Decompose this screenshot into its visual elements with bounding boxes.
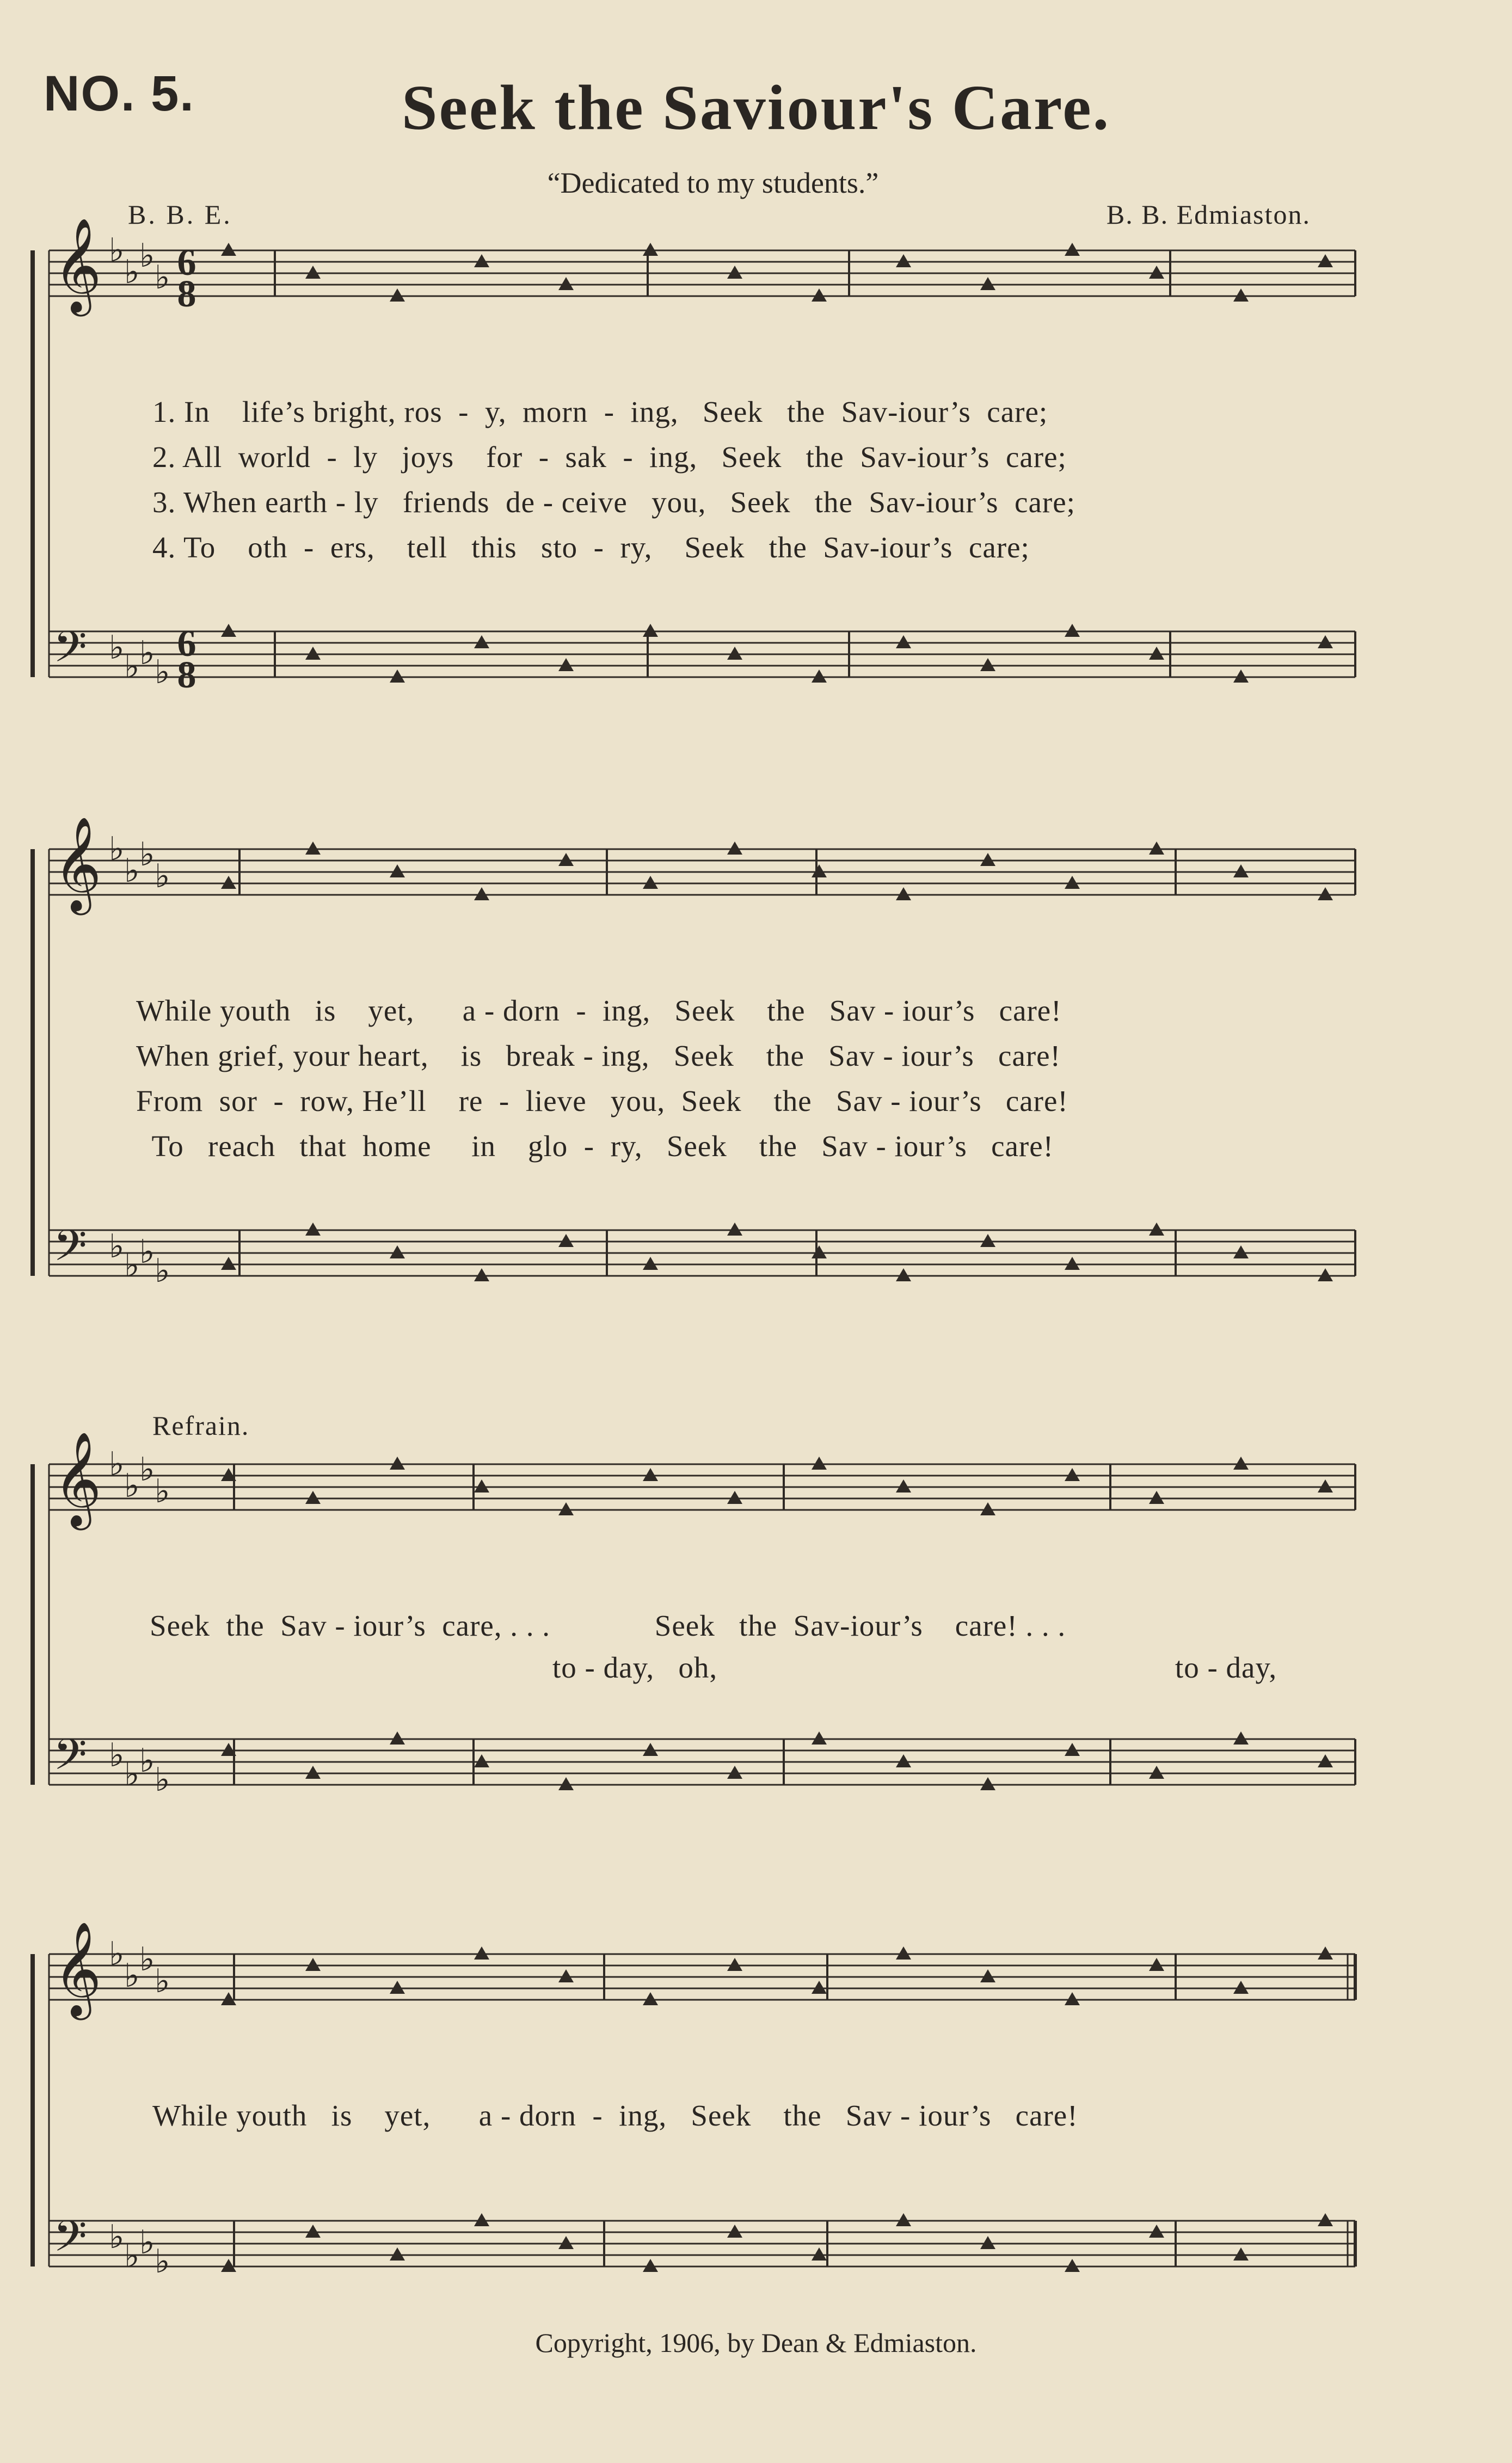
note-head <box>474 1268 489 1281</box>
flat-icon: ♭ <box>155 2243 170 2281</box>
note-head <box>1318 1268 1333 1281</box>
note-head <box>305 266 321 279</box>
note-head <box>1233 1245 1249 1258</box>
note-head <box>305 1223 321 1236</box>
note-head <box>558 2236 574 2249</box>
flat-icon: ♭ <box>109 1736 125 1774</box>
note-head <box>1149 1491 1164 1504</box>
note-head <box>896 1946 911 1960</box>
note-head <box>474 254 489 267</box>
note-head <box>643 243 658 256</box>
note-head <box>980 658 995 671</box>
note-head <box>1149 647 1164 660</box>
note-head <box>896 635 911 648</box>
treble-clef-icon: 𝄞 <box>53 218 102 312</box>
note-head <box>1149 2225 1164 2238</box>
note-head <box>390 670 405 683</box>
note-head <box>643 876 658 889</box>
note-head <box>643 1992 658 2005</box>
note-head <box>305 2225 321 2238</box>
verse-1-line-1: 1. In life’s bright, ros - y, morn - ing, Seek the Sav-iour’s care; <box>152 395 1048 428</box>
note-head <box>980 1234 995 1247</box>
note-head <box>812 1731 827 1745</box>
note-head <box>1318 2213 1333 2226</box>
note-head <box>221 1257 236 1270</box>
note-head <box>474 887 489 900</box>
flat-icon: ♭ <box>109 1935 125 1973</box>
note-head <box>812 2247 827 2261</box>
flat-icon: ♭ <box>109 830 125 868</box>
bass-clef-icon: 𝄢 <box>53 622 87 683</box>
note-head <box>643 2259 658 2272</box>
note-head <box>1149 1766 1164 1779</box>
flat-icon: ♭ <box>139 1742 155 1780</box>
note-head <box>305 1766 321 1779</box>
verse-3-line-2: From sor - row, He’ll re - lieve you, Seek the Sav - iour’s care! <box>136 1084 1068 1117</box>
note-head <box>980 853 995 866</box>
note-head <box>558 1502 574 1515</box>
bass-clef-icon: 𝄢 <box>53 2211 87 2272</box>
time-signature-bottom: 8 <box>177 273 196 315</box>
note-head <box>727 647 742 660</box>
flat-icon: ♭ <box>139 1940 155 1979</box>
note-head <box>812 1981 827 1994</box>
copyright-notice: Copyright, 1906, by Dean & Edmiaston. <box>535 2327 977 2358</box>
note-head <box>1233 1981 1249 1994</box>
note-head <box>1233 1457 1249 1470</box>
verse-2-line-1: 2. All world - ly joys for - sak - ing, Seek the Sav-iour’s care; <box>152 440 1067 474</box>
hymn-title: Seek the Saviour's Care. <box>401 72 1111 143</box>
note-head <box>896 1479 911 1492</box>
flat-icon: ♭ <box>155 1472 170 1510</box>
flat-icon: ♭ <box>139 836 155 874</box>
note-head <box>390 1457 405 1470</box>
note-head <box>1065 876 1080 889</box>
note-head <box>390 1731 405 1745</box>
verse-4-line-1: 4. To oth - ers, tell this sto - ry, Seek the Sav-iour’s care; <box>152 531 1030 564</box>
note-head <box>1149 1958 1164 1971</box>
refrain-line-1-alto: to - day, oh, to - day, <box>552 1651 1277 1684</box>
flat-icon: ♭ <box>109 2218 125 2256</box>
flat-icon: ♭ <box>124 1755 140 1793</box>
note-head <box>643 1257 658 1270</box>
flat-icon: ♭ <box>124 2237 140 2275</box>
note-head <box>643 1743 658 1756</box>
time-signature <box>173 623 200 696</box>
flat-icon: ♭ <box>124 1467 140 1505</box>
time-signature-top: 6 <box>177 242 196 284</box>
note-head <box>727 842 742 855</box>
note-head <box>221 624 236 637</box>
flat-icon: ♭ <box>155 857 170 895</box>
flat-icon: ♭ <box>109 231 125 269</box>
note-head <box>727 1223 742 1236</box>
flat-icon: ♭ <box>124 1246 140 1285</box>
note-head <box>1318 635 1333 648</box>
flat-icon: ♭ <box>155 259 170 297</box>
note-head <box>1065 624 1080 637</box>
note-head <box>1065 1992 1080 2005</box>
note-head <box>1149 1223 1164 1236</box>
time-signature-top: 6 <box>177 623 196 665</box>
note-head <box>390 1245 405 1258</box>
flat-icon: ♭ <box>155 1252 170 1290</box>
note-head <box>727 1491 742 1504</box>
note-head <box>305 1958 321 1971</box>
note-head <box>558 1234 574 1247</box>
flat-icon: ♭ <box>124 648 140 686</box>
note-head <box>980 1969 995 1982</box>
refrain-label: Refrain. <box>152 1410 250 1441</box>
note-head <box>812 670 827 683</box>
note-head <box>474 1946 489 1960</box>
note-head <box>980 277 995 290</box>
flat-icon: ♭ <box>139 634 155 672</box>
note-head <box>812 288 827 302</box>
note-head <box>1065 1743 1080 1756</box>
flat-icon: ♭ <box>155 653 170 691</box>
note-head <box>1149 842 1164 855</box>
dedication: “Dedicated to my students.” <box>547 167 879 199</box>
note-head <box>1318 1946 1333 1960</box>
note-head <box>1233 1731 1249 1745</box>
flat-icon: ♭ <box>139 237 155 275</box>
note-head <box>812 864 827 877</box>
flat-icon: ♭ <box>109 629 125 667</box>
note-head <box>1065 1468 1080 1481</box>
note-head <box>1065 1257 1080 1270</box>
note-head <box>221 876 236 889</box>
flat-icon: ♭ <box>155 1761 170 1799</box>
note-head <box>727 2225 742 2238</box>
verse-1-line-2: While youth is yet, a - dorn - ing, Seek the Sav - iour’s care! <box>136 994 1062 1027</box>
note-head <box>896 887 911 900</box>
bass-clef-icon: 𝄢 <box>53 1729 87 1790</box>
refrain-line-2: While youth is yet, a - dorn - ing, Seek the Sav - iour’s care! <box>152 2099 1078 2132</box>
flat-icon: ♭ <box>124 253 140 291</box>
note-head <box>474 1479 489 1492</box>
note-head <box>305 842 321 855</box>
note-head <box>390 2247 405 2261</box>
note-head <box>896 1268 911 1281</box>
flat-icon: ♭ <box>124 1957 140 1995</box>
hymn-number: NO. 5. <box>44 66 195 121</box>
note-head <box>1233 864 1249 877</box>
note-head <box>896 2213 911 2226</box>
note-head <box>896 1754 911 1767</box>
note-head <box>1233 2247 1249 2261</box>
verse-2-line-2: When grief, your heart, is break - ing, Seek the Sav - iour’s care! <box>136 1039 1061 1072</box>
verse-3-line-1: 3. When earth - ly friends de - ceive you, Seek the Sav-iour’s care; <box>152 486 1075 519</box>
note-head <box>390 1981 405 1994</box>
flat-icon: ♭ <box>139 1233 155 1271</box>
note-head <box>643 1468 658 1481</box>
note-head <box>558 1969 574 1982</box>
note-head <box>980 1777 995 1790</box>
flat-icon: ♭ <box>124 852 140 890</box>
note-head <box>1065 2259 1080 2272</box>
note-head <box>305 647 321 660</box>
time-signature <box>173 242 200 315</box>
note-head <box>980 2236 995 2249</box>
flat-icon: ♭ <box>139 2224 155 2262</box>
note-head <box>474 1754 489 1767</box>
note-head <box>221 243 236 256</box>
note-head <box>1233 288 1249 302</box>
treble-clef-icon: 𝄞 <box>53 1921 102 2016</box>
note-head <box>474 635 489 648</box>
note-head <box>896 254 911 267</box>
note-head <box>558 658 574 671</box>
note-head <box>1318 887 1333 900</box>
note-head <box>390 288 405 302</box>
composer-credit: B. B. Edmiaston. <box>1106 199 1311 230</box>
note-head <box>812 1457 827 1470</box>
flat-icon: ♭ <box>139 1451 155 1489</box>
note-head <box>1318 1479 1333 1492</box>
note-head <box>558 277 574 290</box>
note-head <box>1233 670 1249 683</box>
time-signature-bottom: 8 <box>177 654 196 696</box>
lyricist-credit: B. B. E. <box>128 199 232 230</box>
note-head <box>1318 1754 1333 1767</box>
note-head <box>1149 266 1164 279</box>
note-head <box>1065 243 1080 256</box>
note-head <box>980 1502 995 1515</box>
note-head <box>390 864 405 877</box>
note-head <box>558 853 574 866</box>
note-head <box>727 266 742 279</box>
flat-icon: ♭ <box>109 1227 125 1266</box>
treble-clef-icon: 𝄞 <box>53 1432 102 1526</box>
note-head <box>1318 254 1333 267</box>
note-head <box>558 1777 574 1790</box>
note-head <box>727 1958 742 1971</box>
note-head <box>474 2213 489 2226</box>
refrain-line-1: Seek the Sav - iour’s care, . . . Seek the Sav-iour’s care! . . . <box>150 1609 1066 1642</box>
note-head <box>812 1245 827 1258</box>
verse-4-line-2: To reach that home in glo - ry, Seek the Sav - iour’s care! <box>136 1129 1054 1163</box>
note-head <box>305 1491 321 1504</box>
flat-icon: ♭ <box>155 1962 170 2000</box>
note-head <box>727 1766 742 1779</box>
flat-icon: ♭ <box>109 1445 125 1483</box>
note-head <box>643 624 658 637</box>
bass-clef-icon: 𝄢 <box>53 1220 87 1281</box>
treble-clef-icon: 𝄞 <box>53 816 102 911</box>
